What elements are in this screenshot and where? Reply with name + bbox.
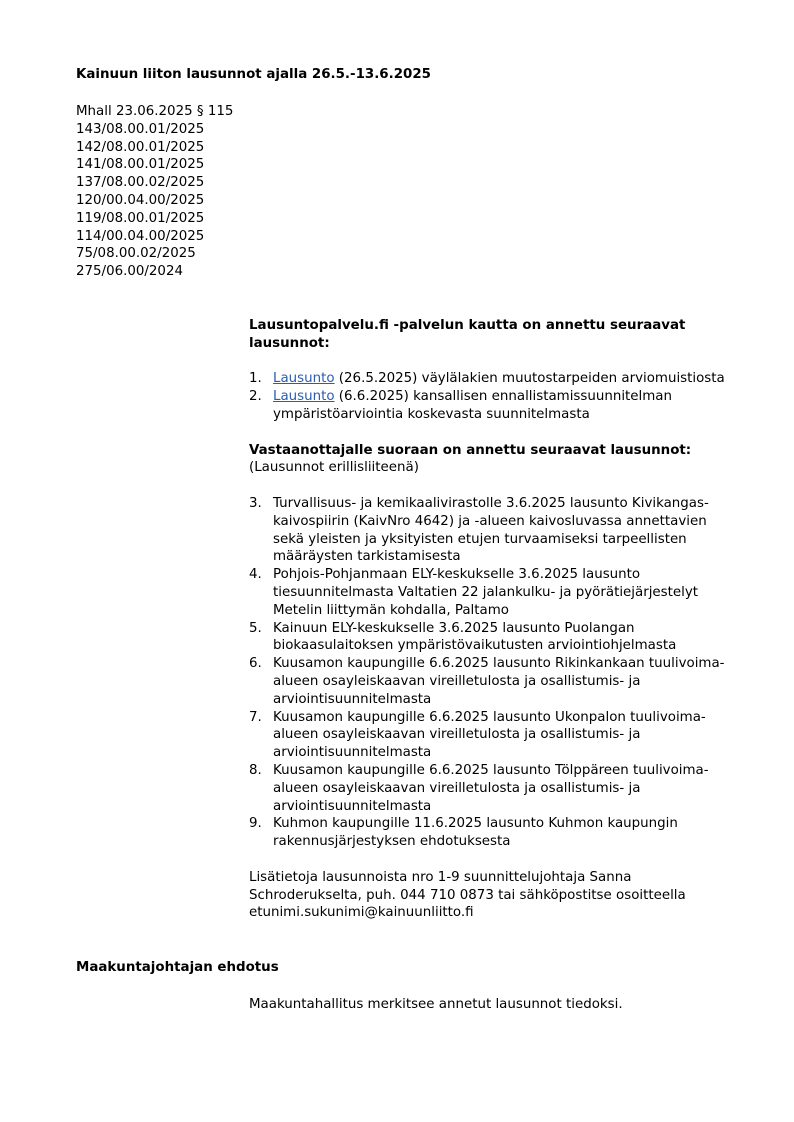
item-text: Kuhmon kaupungille 11.6.2025 lausunto Kuhmon kaupungin rakennusjärjestyksen ehdotuksesta xyxy=(273,816,678,850)
contact-info: Lisätietoja lausunnoista nro 1-9 suunnittelujohtaja Sanna Schroderukselta, puh. 044 710 0873 tai sähköpostitse osoitteella etunimi.sukunimi@kainuunliitto.fi xyxy=(249,869,686,921)
meta-line: Mhall 23.06.2025 § 115 xyxy=(76,104,234,119)
meta-line: 142/08.00.01/2025 xyxy=(76,139,205,155)
item-number: 9. xyxy=(249,816,262,832)
section1-heading: Lausuntopalvelu.fi -palvelun kautta on annettu seuraavat lausunnot: xyxy=(249,318,686,351)
statement-link[interactable]: Lausunto xyxy=(273,389,335,405)
proposal-text: Maakuntahallitus merkitsee annetut lausunnot tiedoksi. xyxy=(249,997,623,1012)
item-number: 7. xyxy=(249,709,262,725)
item-text: Turvallisuus- ja kemikaalivirastolle 3.6.2025 lausunto Kivikangas-kaivospiirin (KaivNro 4642) ja -alueen kaivosluvassa annettavien sekä yleisten ja yksityisten etujen turvaamiseksi tarpeellisten määräysten tarkistamisesta xyxy=(273,495,709,565)
list-item xyxy=(249,566,739,619)
item-number: 4. xyxy=(249,567,262,583)
item-text: (26.5.2025) väylälakien muutostarpeiden arviomuistiosta xyxy=(334,371,725,387)
meta-line: 143/08.00.01/2025 xyxy=(76,121,205,137)
meta-line: 119/08.00.01/2025 xyxy=(76,210,205,226)
meta-line: 275/06.00/2024 xyxy=(76,264,183,280)
list-item xyxy=(249,762,739,815)
list-item xyxy=(249,620,739,656)
item-number: 2. xyxy=(249,389,262,405)
statement-link[interactable]: Lausunto xyxy=(273,371,335,387)
list-item xyxy=(249,370,739,388)
section2-subheading: (Lausunnot erillisliiteenä) xyxy=(249,460,419,476)
section1-list xyxy=(249,370,739,423)
statements-content xyxy=(249,317,739,922)
list-item xyxy=(249,815,739,851)
section2-heading: Vastaanottajalle suoraan on annettu seuraavat lausunnot: xyxy=(249,442,692,458)
item-text: Kainuun ELY-keskukselle 3.6.2025 lausunto Puolangan biokaasulaitoksen ympäristövaikutusten arviointiohjelmasta xyxy=(273,620,677,654)
item-text: Pohjois-Pohjanmaan ELY-keskukselle 3.6.2025 lausunto tiesuunnitelmasta Valtatien 22 jalankulku- ja pyörätiejärjestelyt Metelin liittymän kohdalla, Paltamo xyxy=(273,567,699,618)
document-title: Kainuun liiton lausunnot ajalla 26.5.-13.6.2025 xyxy=(76,67,431,82)
item-text: Kuusamon kaupungille 6.6.2025 lausunto Rikinkankaan tuulivoima-alueen osayleiskaavan vireilletulosta ja osallistumis- ja arviointisuunnitelmasta xyxy=(273,656,725,707)
list-item xyxy=(249,655,739,708)
item-number: 8. xyxy=(249,762,262,778)
proposal-heading: Maakuntajohtajan ehdotus xyxy=(76,960,279,975)
meta-line: 75/08.00.02/2025 xyxy=(76,246,196,262)
item-text: Kuusamon kaupungille 6.6.2025 lausunto Tölppäreen tuulivoima-alueen osayleiskaavan vireilletulosta ja osallistumis- ja arviointisuunnitelmasta xyxy=(273,762,709,814)
section2-list xyxy=(249,495,739,851)
item-text: Kuusamon kaupungille 6.6.2025 lausunto Ukonpalon tuulivoima-alueen osayleiskaavan vireilletulosta ja osallistumis- ja arviointisuunnitelmasta xyxy=(273,709,706,761)
item-number: 5. xyxy=(249,620,262,636)
list-item xyxy=(249,709,739,762)
list-item xyxy=(249,388,739,424)
meta-line: 141/08.00.01/2025 xyxy=(76,157,205,173)
item-number: 1. xyxy=(249,371,262,387)
meta-line: 137/08.00.02/2025 xyxy=(76,175,205,191)
list-item xyxy=(249,495,739,566)
item-number: 3. xyxy=(249,495,262,511)
item-text: (6.6.2025) kansallisen ennallistamissuunnitelman ympäristöarviointia koskevasta suunnitelmasta xyxy=(273,389,672,422)
item-number: 6. xyxy=(249,656,262,672)
meta-block xyxy=(76,103,233,281)
meta-line: 114/00.04.00/2025 xyxy=(76,228,205,244)
meta-line: 120/00.04.00/2025 xyxy=(76,192,205,208)
